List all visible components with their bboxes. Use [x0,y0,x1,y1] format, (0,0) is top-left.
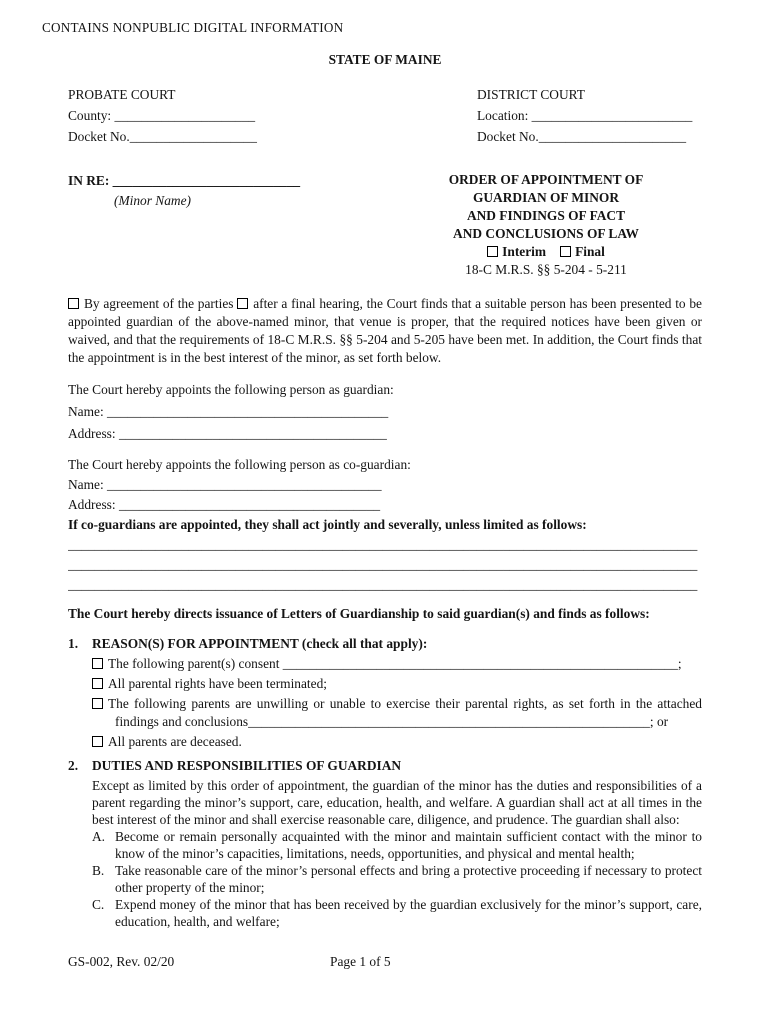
section-2-heading [68,757,702,775]
document-body [68,84,702,969]
guardian-intro-line: The Court hereby appoints the following person as guardian: [68,382,394,397]
order-title-block [396,171,696,279]
guardian-name-label: Name: [68,404,108,419]
nonpublic-notice: CONTAINS NONPUBLIC DIGITAL INFORMATION [42,20,344,35]
page-footer [68,953,391,970]
guardian-address-line [68,423,702,445]
co-guardian-intro-line: The Court hereby appoints the following person as co-guardian: [68,457,411,472]
duty-item-a [92,828,702,862]
after-hearing-checkbox[interactable] [237,298,248,309]
district-court-title: DISTRICT COURT [477,87,585,102]
location-label: Location: [477,108,532,123]
order-title-line-1: ORDER OF APPOINTMENT OF [448,172,644,187]
reason-item-rights-terminated [92,675,702,693]
order-title-line-3: AND FINDINGS OF FACT [466,208,626,223]
probate-docket-field-line [68,126,477,147]
section-1-title: REASON(S) FOR APPOINTMENT (check all that apply): [92,636,428,651]
court-header-row [68,84,702,147]
reason-item-parents-unwilling [92,695,702,731]
intro-segment-2: after a final hearing, the Court finds that a suitable person has been presented to be appointed guardian of the above-named minor, that venue is proper, that the required notices have been given or waived, and that the requirements of 18-C M.R.S. §§ 5-204 and 5-205 have been met. In addition, the Court finds that the appointment is in the best interest of the minor, as set forth below. [68,296,702,365]
page-number: Page 1 of 5 [330,954,391,969]
in-re-line [68,171,396,191]
parents-unwilling-punct: ; or [649,714,669,729]
probate-docket-blank[interactable]: ___________________ [129,129,257,144]
county-label: County: [68,108,115,123]
form-number: GS-002, Rev. 02/20 [68,954,175,969]
district-docket-blank[interactable]: ______________________ [538,129,687,144]
parents-unwilling-checkbox[interactable] [92,698,103,709]
duty-letter-b: B. [92,863,105,878]
limitations-blank-line-3[interactable]: ______________________________________________________________________________________________ [68,577,698,592]
district-docket-label: Docket No. [477,129,539,144]
parents-deceased-text: All parents are deceased. [108,734,242,749]
section-2-title: DUTIES AND RESPONSIBILITIES OF GUARDIAN [92,758,402,773]
section-1-heading [68,635,702,653]
guardian-address-blank[interactable]: ________________________________________ [118,426,387,441]
minor-name-blank[interactable]: ____________________________ [112,173,301,188]
probate-docket-label: Docket No. [68,129,130,144]
guardian-name-blank[interactable]: __________________________________________ [107,404,389,419]
interim-final-row [396,243,696,261]
interim-checkbox[interactable] [487,246,498,257]
order-title-line-2: GUARDIAN OF MINOR [472,190,620,205]
guardian-appointment-block [68,379,702,445]
interim-label: Interim [502,244,547,259]
guardian-name-line [68,401,702,423]
consent-blank[interactable]: ___________________________________________________________ [282,656,678,671]
parents-consent-checkbox[interactable] [92,658,103,669]
final-checkbox[interactable] [560,246,571,257]
co-guardian-name-line [68,475,702,495]
guardian-address-label: Address: [68,426,119,441]
letters-directive-line: The Court hereby directs issuance of Letters of Guardianship to said guardian(s) and finds as follows: [68,606,650,621]
limitations-blank-line-1[interactable]: ______________________________________________________________________________________________ [68,537,698,552]
duty-letter-c: C. [92,897,105,912]
duty-text-a: Become or remain personally acquainted with the minor and maintain sufficient contact with the minor to know of the minor’s capacities, limitations, needs, opportunities, and physical and mental health; [115,829,702,861]
location-blank[interactable]: ________________________ [531,108,693,123]
co-guardian-appointment-block [68,455,702,535]
location-field-line [477,105,702,126]
findings-intro-paragraph [68,295,702,367]
county-blank[interactable]: _____________________ [114,108,256,123]
duty-item-b [92,862,702,896]
district-docket-field-line [477,126,702,147]
rights-terminated-checkbox[interactable] [92,678,103,689]
county-field-line [68,105,477,126]
jointly-severally-line: If co-guardians are appointed, they shall act jointly and severally, unless limited as follows: [68,517,587,532]
by-agreement-checkbox[interactable] [68,298,79,309]
reason-item-consent [92,655,702,673]
duty-text-c: Expend money of the minor that has been received by the guardian exclusively for the minor’s support, care, education, health, and welfare; [115,897,702,929]
reason-items [92,655,702,751]
in-re-block [68,171,396,279]
district-court-block [477,84,702,147]
consent-punct: ; [677,656,682,671]
section-2-number: 2. [68,758,79,773]
order-title-line-4: AND CONCLUSIONS OF LAW [453,226,639,241]
probate-court-title: PROBATE COURT [68,87,176,102]
minor-name-caption: (Minor Name) [114,193,191,208]
co-guardian-name-blank[interactable]: _________________________________________ [107,477,382,492]
co-guardian-name-label: Name: [68,477,108,492]
statute-line: 18-C M.R.S. §§ 5-204 - 5-211 [465,262,627,277]
final-label: Final [575,244,605,259]
probate-court-block [68,84,477,147]
duty-letter-a: A. [92,829,106,844]
rights-terminated-text: All parental rights have been terminated; [108,676,328,691]
state-title: STATE OF MAINE [328,52,442,67]
intro-segment-1: By agreement of the parties [84,296,238,311]
parents-unwilling-text: The following parents are unwilling or unable to exercise their parental rights, as set forth in the attached findings and conclusions [108,696,702,729]
co-guardian-address-label: Address: [68,497,119,512]
case-caption-row [68,171,702,279]
parents-deceased-checkbox[interactable] [92,736,103,747]
findings-blank[interactable]: ____________________________________________________________ [248,714,650,729]
duty-item-c [92,896,702,930]
duties-intro-paragraph: Except as limited by this order of appointment, the guardian of the minor has the duties and responsibilities of a parent regarding the minor’s support, care, education, health, and welfare. A guardian shall act at all times in the best interest of the minor and shall exercise reasonable care, diligence, and prudence. The guardian shall also: [92,778,702,827]
limitations-blank-line-2[interactable]: ______________________________________________________________________________________________ [68,557,698,572]
consent-text: The following parent(s) consent [108,656,283,671]
duty-text-b: Take reasonable care of the minor’s personal effects and bring a protective proceeding if necessary to protect other property of the minor; [115,863,702,895]
co-guardian-address-blank[interactable]: _______________________________________ [118,497,381,512]
in-re-label: IN RE: [68,173,113,188]
reason-item-parents-deceased [92,733,702,751]
co-guardian-address-line [68,495,702,515]
section-1-number: 1. [68,636,79,651]
